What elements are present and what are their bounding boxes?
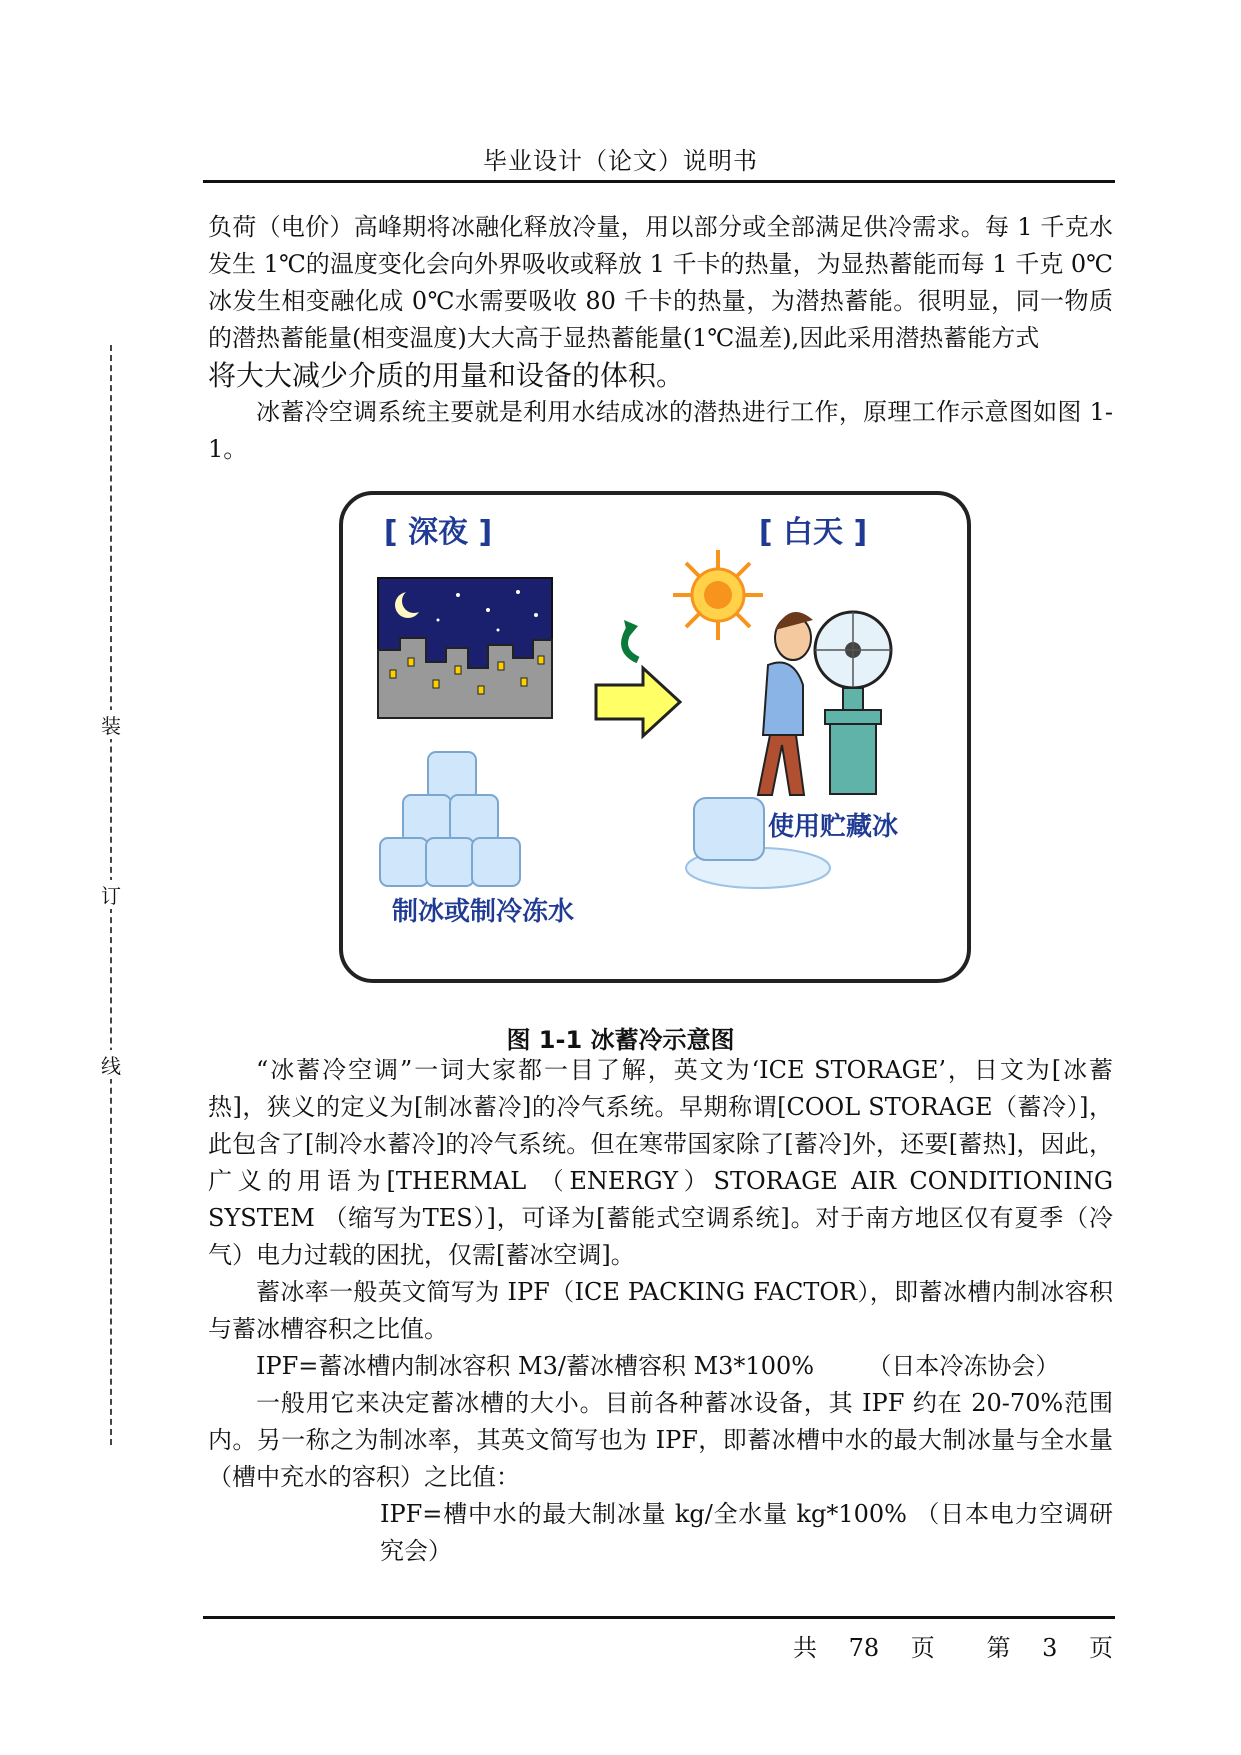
night-city-icon <box>378 578 552 718</box>
paragraph-intro-1-end: 将大大减少介质的用量和设备的体积。 <box>208 359 685 392</box>
formula-ipf-2: IPF=槽中水的最大制冰量 kg/全水量 kg*100% （日本电力空调研究会） <box>380 1500 1113 1565</box>
footer-page-label: 第 <box>986 1634 1011 1662</box>
paragraph-intro-2: 冰蓄冷空调系统主要就是利用水结成冰的潜热进行工作，原理工作示意图如图 1-1。 <box>208 398 1113 463</box>
footer-rule <box>203 1616 1115 1619</box>
footer-page-number: 3 <box>1042 1634 1058 1662</box>
page-footer <box>779 1628 1113 1663</box>
binding-char-zhuang: 装 <box>98 710 124 739</box>
paragraph-intro-1: 负荷（电价）高峰期将冰融化释放冷量，用以部分或全部满足供冷需求。每 1 千克水发生 1℃的温度变化会向外界吸收或释放 1 千卡的热量，为显热蓄能而每 1 千克 0℃冰发生相变融化成 0℃水需要吸收 80 千卡的热量，为潜热蓄能。很明显，同一物质的潜热蓄能量(相变温度)大大高于显热蓄能量(1℃温差),因此采用潜热蓄能方式 <box>208 213 1113 352</box>
day-label: [ 白天 ] <box>758 515 868 550</box>
make-ice-label: 制冰或制冷冻水 <box>391 897 575 927</box>
use-ice-label: 使用贮藏冰 <box>767 812 899 842</box>
paragraph-ice-storage-definition: “冰蓄冷空调”一词大家都一目了解，英文为‘ICE STORAGE’，日文为[冰蓄热]，狭义的定义为[制冰蓄冷]的冷气系统。早期称谓[COOL STORAGE（蓄冷）]，此包含了[制冷水蓄冷]的冷气系统。但在寒带国家除了[蓄冷]外，还要[蓄热]，因此，广义的用语为[THERMAL （ENERGY）STORAGE AIR CONDITIONING SYSTEM （缩写为TES）]，可译为[蓄能式空调系统]。对于南方地区仅有夏季（冷气）电力过载的困扰，仅需[蓄冰空调]。 <box>208 1056 1113 1269</box>
binding-char-ding: 订 <box>98 880 124 909</box>
paragraph-ipf-usage: 一般用它来决定蓄冰槽的大小。目前各种蓄冰设备，其 IPF 约在 20-70%范围内。另一称之为制冰率，其英文简写也为 IPF，即蓄冰槽中水的最大制冰量与全水量（槽中充水的容积）之比值： <box>208 1389 1113 1491</box>
formula-ipf-1: IPF=蓄冰槽内制冰容积 M3/蓄冰槽容积 M3*100% （日本冷冻协会） <box>256 1352 1060 1380</box>
header-rule <box>203 180 1115 183</box>
intro-section <box>208 209 1113 468</box>
binding-char-xian: 线 <box>98 1050 124 1079</box>
footer-total-pages: 78 <box>848 1634 880 1662</box>
night-label: [ 深夜 ] <box>383 515 493 550</box>
body-section <box>208 1052 1113 1570</box>
ice-storage-figure <box>338 490 972 984</box>
figure-caption: 图 1-1 冰蓄冷示意图 <box>506 1026 735 1054</box>
document-header-title: 毕业设计（论文）说明书 <box>483 147 758 175</box>
sun-icon <box>673 550 763 640</box>
footer-page-word-2: 页 <box>1089 1634 1113 1662</box>
footer-total-label: 共 <box>792 1634 817 1662</box>
footer-page-word: 页 <box>910 1634 935 1662</box>
paragraph-ipf-definition: 蓄冰率一般英文简写为 IPF（ICE PACKING FACTOR），即蓄冰槽内制冰容积与蓄冰槽容积之比值。 <box>208 1278 1113 1343</box>
